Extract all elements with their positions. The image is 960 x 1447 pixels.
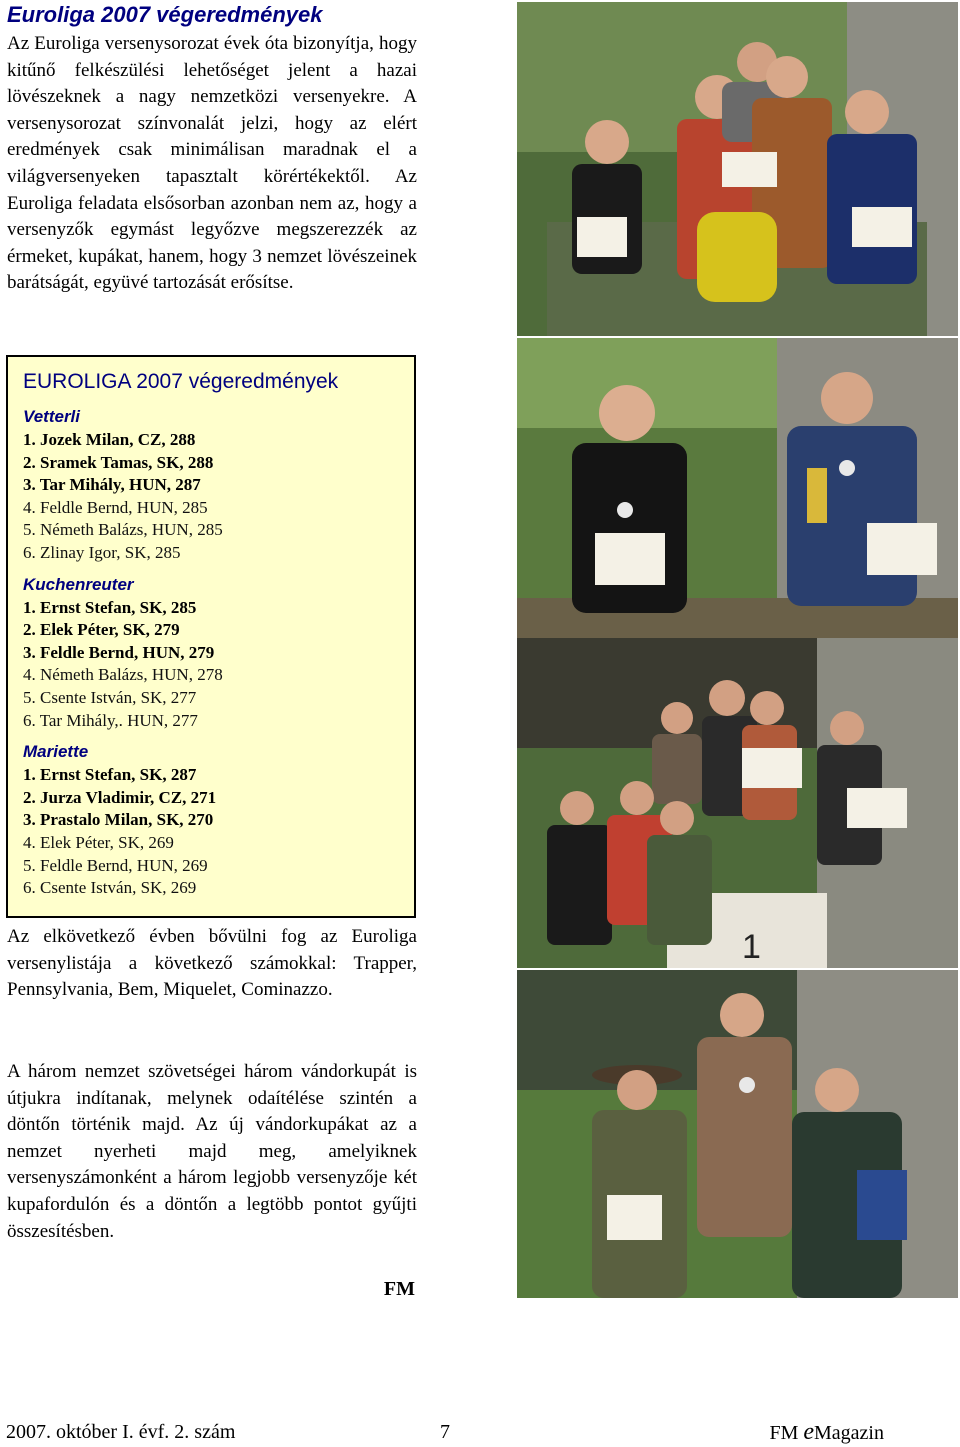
brand-suffix: Magazin xyxy=(814,1422,884,1444)
result-entry: 3. Tar Mihály, HUN, 287 xyxy=(23,475,201,495)
category-name: Kuchenreuter xyxy=(23,574,134,594)
photo-three-shooters xyxy=(517,970,958,1298)
results-box xyxy=(6,355,416,918)
result-entry: 5. Csente István, SK, 277 xyxy=(23,687,197,707)
footer-brand xyxy=(769,1418,884,1446)
result-entry: 1. Jozek Milan, CZ, 288 xyxy=(23,430,196,449)
category-name: Vetterli xyxy=(23,407,81,426)
results-heading: EUROLIGA 2007 végeredmények xyxy=(23,370,339,393)
category-name: Mariette xyxy=(23,742,89,762)
result-entry: 4. Feldle Bernd, HUN, 285 xyxy=(23,497,208,517)
result-entry: 1. Ernst Stefan, SK, 287 xyxy=(23,765,197,785)
brand-prefix: FM xyxy=(769,1422,804,1444)
result-entry: 5. Németh Balázs, HUN, 285 xyxy=(23,520,223,540)
result-entry: 3. Feldle Bernd, HUN, 279 xyxy=(23,642,215,662)
result-entry: 3. Prastalo Milan, SK, 270 xyxy=(23,810,214,830)
category-kuchenreuter xyxy=(23,573,414,733)
result-entry: 1. Ernst Stefan, SK, 285 xyxy=(23,597,197,617)
footer-issue: 2007. október I. évf. 2. szám xyxy=(6,1421,236,1443)
photo-podium-group-2 xyxy=(517,638,958,968)
upcoming-events-paragraph: Az elkövetkező évben bővülni fog az Euroliga versenylistája a következő számokkal: Trapper, Pennsylvania, Bem, Miquelet, Cominazzo. xyxy=(7,926,417,1001)
result-entry: 4. Elek Péter, SK, 269 xyxy=(23,832,174,852)
result-entry: 4. Németh Balázs, HUN, 278 xyxy=(23,665,223,685)
result-entry: 2. Sramek Tamas, SK, 288 xyxy=(23,452,214,472)
category-vetterli xyxy=(23,405,414,565)
author-signature: FM xyxy=(383,1278,415,1300)
trophies-paragraph: A három nemzet szövetségei három vándorkupát is útjukra indítanak, melynek odaítélése szintén a döntőn történik majd. Az új vándorkupákat az a nemzet nyerheti majd meg, amelyiknek versenyszámonként a három legjobb versenyzője két kupafordulón és a döntőn a legtöbb pontot gyűjti összesítésben. xyxy=(7,1061,417,1242)
result-entry: 6. Tar Mihály,. HUN, 277 xyxy=(23,710,198,730)
result-entry: 6. Zlinay Igor, SK, 285 xyxy=(23,542,181,562)
intro-paragraph: Az Euroliga versenysorozat évek óta bizonyítja, hogy kitűnő felkészülési lehetőséget jelent a hazai lövészeknek a nagy nemzetközi versenyekre. A versenysorozat színvonalát jelzi, hogy az elért eredmények csak minimálisan maradnak el a világversenyeken tapasztalt körértékektől. Az Euroliga feladata elsősorban azonban nem az, hogy a versenyzők egymást legyőzve megszerezzék az érmeket, kupákat, hanem, hogy 3 nemzet lövészeinek barátságát, együvé tartozását erősítse. xyxy=(7,33,417,294)
footer-page-number: 7 xyxy=(440,1421,450,1443)
brand-e: e xyxy=(803,1419,815,1445)
result-entry: 2. Elek Péter, SK, 279 xyxy=(23,620,180,640)
category-mariette xyxy=(23,740,414,900)
article-title: Euroliga 2007 végeredmények xyxy=(7,2,323,27)
result-entry: 2. Jurza Vladimir, CZ, 271 xyxy=(23,787,217,807)
photo-podium-group-1 xyxy=(517,2,958,336)
photo-two-winners xyxy=(517,338,958,638)
podium-number: 1 xyxy=(742,928,761,966)
result-entry: 5. Feldle Bernd, HUN, 269 xyxy=(23,855,208,875)
result-entry: 6. Csente István, SK, 269 xyxy=(23,878,197,898)
